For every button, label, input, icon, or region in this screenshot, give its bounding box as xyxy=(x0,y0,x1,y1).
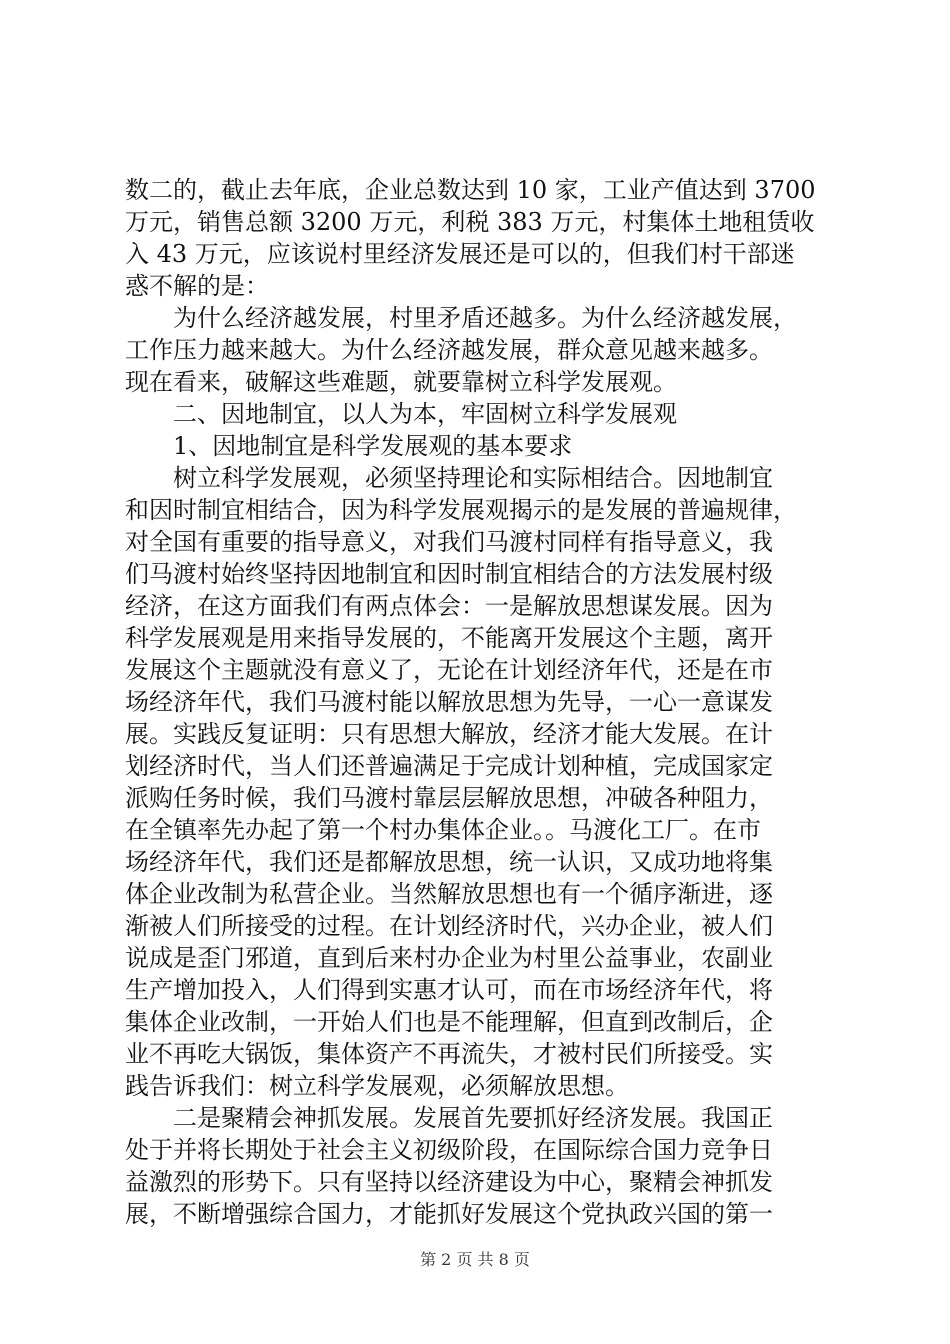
text-line: 万元，销售总额 3200 万元，利税 383 万元，村集体土地租赁收 xyxy=(125,208,815,236)
text-line: 现在看来，破解这些难题，就要靠树立科学发展观。 xyxy=(125,368,677,396)
text-line: 发展这个主题就没有意义了，无论在计划经济年代，还是在市 xyxy=(125,656,773,684)
text-line: 入 43 万元，应该说村里经济发展还是可以的，但我们村干部迷 xyxy=(125,240,795,268)
text-line: 在全镇率先办起了第一个村办集体企业。。马渡化工厂。在市 xyxy=(125,816,761,844)
text-line: 工作压力越来越大。为什么经济越发展，群众意见越来越多。 xyxy=(125,336,773,364)
text-line: 经济，在这方面我们有两点体会：一是解放思想谋发展。因为 xyxy=(125,592,773,620)
text-line: 践告诉我们：树立科学发展观，必须解放思想。 xyxy=(125,1072,629,1100)
text-line: 展。实践反复证明：只有思想大解放，经济才能大发展。在计 xyxy=(125,720,773,748)
document-body xyxy=(125,174,833,1230)
text-line: 二、因地制宜，以人为本，牢固树立科学发展观 xyxy=(173,400,677,428)
text-line: 二是聚精会神抓发展。发展首先要抓好经济发展。我国正 xyxy=(173,1104,773,1132)
text-line: 和因时制宜相结合，因为科学发展观揭示的是发展的普遍规律， xyxy=(125,496,797,524)
text-line: 生产增加投入，人们得到实惠才认可，而在市场经济年代，将 xyxy=(125,976,773,1004)
text-line: 处于并将长期处于社会主义初级阶段，在国际综合国力竞争日 xyxy=(125,1136,773,1164)
text-line: 划经济时代，当人们还普遍满足于完成计划种植，完成国家定 xyxy=(125,752,773,780)
text-line: 场经济年代，我们马渡村能以解放思想为先导，一心一意谋发 xyxy=(125,688,773,716)
text-line: 对全国有重要的指导意义，对我们马渡村同样有指导意义，我 xyxy=(125,528,773,556)
text-line: 数二的，截止去年底，企业总数达到 10 家，工业产值达到 3700 xyxy=(125,176,816,204)
text-line: 科学发展观是用来指导发展的，不能离开发展这个主题，离开 xyxy=(125,624,773,652)
page-footer: 第 2 页 共 8 页 xyxy=(420,1250,530,1269)
text-line: 惑不解的是： xyxy=(125,272,269,300)
text-line: 益激烈的形势下。只有坚持以经济建设为中心，聚精会神抓发 xyxy=(125,1168,773,1196)
text-line: 说成是歪门邪道，直到后来村办企业为村里公益事业，农副业 xyxy=(125,944,773,972)
text-line: 业不再吃大锅饭，集体资产不再流失，才被村民们所接受。实 xyxy=(125,1040,773,1068)
text-line: 体企业改制为私营企业。当然解放思想也有一个循序渐进，逐 xyxy=(125,880,773,908)
text-line: 1、因地制宜是科学发展观的基本要求 xyxy=(173,432,573,460)
text-line: 为什么经济越发展，村里矛盾还越多。为什么经济越发展， xyxy=(173,304,797,332)
text-line: 集体企业改制，一开始人们也是不能理解，但直到改制后，企 xyxy=(125,1008,773,1036)
text-line: 派购任务时候，我们马渡村靠层层解放思想，冲破各种阻力， xyxy=(125,784,773,812)
text-line: 展，不断增强综合国力，才能抓好发展这个党执政兴国的第一 xyxy=(125,1200,773,1228)
text-line: 渐被人们所接受的过程。在计划经济时代，兴办企业，被人们 xyxy=(125,912,773,940)
text-line: 树立科学发展观，必须坚持理论和实际相结合。因地制宜 xyxy=(173,464,773,492)
text-line: 场经济年代，我们还是都解放思想，统一认识，又成功地将集 xyxy=(125,848,773,876)
text-line: 们马渡村始终坚持因地制宜和因时制宜相结合的方法发展村级 xyxy=(125,560,773,588)
